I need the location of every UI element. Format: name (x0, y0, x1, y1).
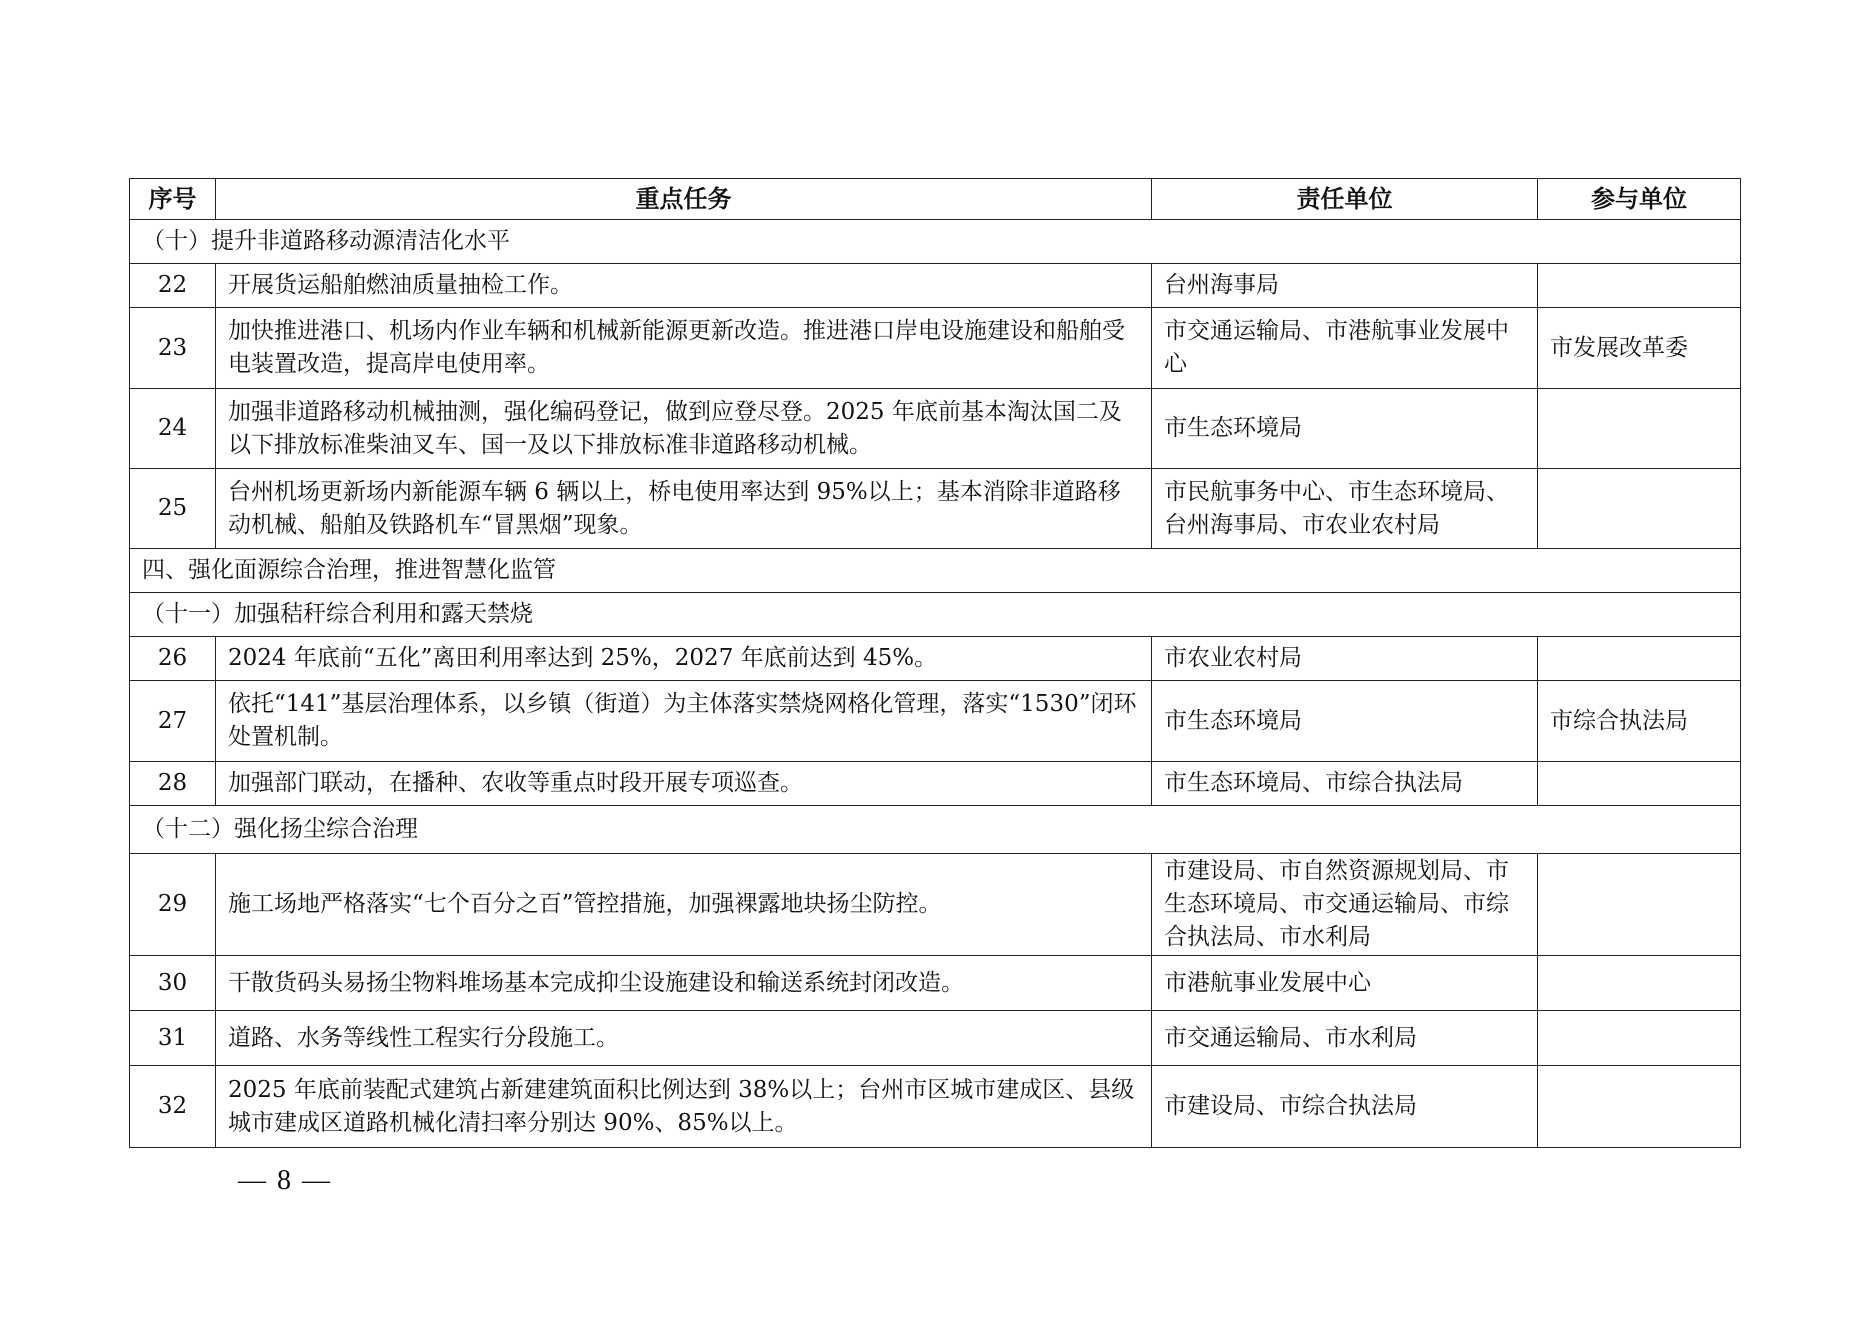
section-title: （十一）加强秸秆综合利用和露天禁烧 (130, 593, 1741, 637)
header-num: 序号 (130, 179, 216, 220)
task-cell: 加快推进港口、机场内作业车辆和机械新能源更新改造。推进港口岸电设施建设和船舶受电装置改造，提高岸电使用率。 (216, 308, 1152, 389)
section-row (130, 806, 1741, 854)
participating-unit-cell (1538, 389, 1741, 469)
table-row (130, 637, 1741, 681)
participating-unit-cell (1538, 637, 1741, 681)
row-number: 23 (130, 308, 216, 389)
task-cell: 干散货码头易扬尘物料堆场基本完成抑尘设施建设和输送系统封闭改造。 (216, 956, 1152, 1011)
table-row (130, 1011, 1741, 1066)
row-number: 31 (130, 1011, 216, 1066)
task-cell: 开展货运船舶燃油质量抽检工作。 (216, 264, 1152, 308)
table-row (130, 854, 1741, 956)
participating-unit-cell: 市发展改革委 (1538, 308, 1741, 389)
section-row (130, 549, 1741, 593)
participating-unit-cell (1538, 956, 1741, 1011)
responsible-unit-cell: 台州海事局 (1152, 264, 1538, 308)
table-row (130, 469, 1741, 549)
row-number: 30 (130, 956, 216, 1011)
header-participating: 参与单位 (1538, 179, 1741, 220)
responsible-unit-cell: 市交通运输局、市水利局 (1152, 1011, 1538, 1066)
responsible-unit-cell: 市港航事业发展中心 (1152, 956, 1538, 1011)
participating-unit-cell: 市综合执法局 (1538, 681, 1741, 762)
section-title: （十二）强化扬尘综合治理 (130, 806, 1741, 854)
participating-unit-cell (1538, 762, 1741, 806)
table-row (130, 389, 1741, 469)
task-cell: 2024 年底前“五化”离田利用率达到 25%，2027 年底前达到 45%。 (216, 637, 1152, 681)
responsible-unit-cell: 市民航事务中心、市生态环境局、台州海事局、市农业农村局 (1152, 469, 1538, 549)
header-task: 重点任务 (216, 179, 1152, 220)
row-number: 27 (130, 681, 216, 762)
responsible-unit-cell: 市建设局、市自然资源规划局、市生态环境局、市交通运输局、市综合执法局、市水利局 (1152, 854, 1538, 956)
row-number: 32 (130, 1066, 216, 1148)
header-responsible: 责任单位 (1152, 179, 1538, 220)
table-row (130, 762, 1741, 806)
participating-unit-cell (1538, 854, 1741, 956)
page-number: — 8 — (238, 1165, 332, 1196)
responsible-unit-cell: 市生态环境局 (1152, 389, 1538, 469)
row-number: 22 (130, 264, 216, 308)
task-cell: 道路、水务等线性工程实行分段施工。 (216, 1011, 1152, 1066)
section-title: 四、强化面源综合治理，推进智慧化监管 (130, 549, 1741, 593)
task-cell: 2025 年底前装配式建筑占新建建筑面积比例达到 38%以上；台州市区城市建成区、县级城市建成区道路机械化清扫率分别达 90%、85%以上。 (216, 1066, 1152, 1148)
section-row (130, 593, 1741, 637)
responsible-unit-cell: 市生态环境局、市综合执法局 (1152, 762, 1538, 806)
row-number: 24 (130, 389, 216, 469)
row-number: 26 (130, 637, 216, 681)
row-number: 29 (130, 854, 216, 956)
section-row (130, 220, 1741, 264)
task-cell: 台州机场更新场内新能源车辆 6 辆以上，桥电使用率达到 95%以上；基本消除非道路移动机械、船舶及铁路机车“冒黑烟”现象。 (216, 469, 1152, 549)
task-cell: 加强部门联动，在播种、农收等重点时段开展专项巡查。 (216, 762, 1152, 806)
table-row (130, 264, 1741, 308)
table-row (130, 681, 1741, 762)
task-cell: 加强非道路移动机械抽测，强化编码登记，做到应登尽登。2025 年底前基本淘汰国二及以下排放标准柴油叉车、国一及以下排放标准非道路移动机械。 (216, 389, 1152, 469)
row-number: 25 (130, 469, 216, 549)
participating-unit-cell (1538, 264, 1741, 308)
task-cell: 依托“141”基层治理体系，以乡镇（街道）为主体落实禁烧网格化管理，落实“1530”闭环处置机制。 (216, 681, 1152, 762)
task-cell: 施工场地严格落实“七个百分之百”管控措施，加强裸露地块扬尘防控。 (216, 854, 1152, 956)
participating-unit-cell (1538, 469, 1741, 549)
task-table (129, 178, 1741, 1148)
responsible-unit-cell: 市交通运输局、市港航事业发展中心 (1152, 308, 1538, 389)
table-row (130, 308, 1741, 389)
section-title: （十）提升非道路移动源清洁化水平 (130, 220, 1741, 264)
table-row (130, 1066, 1741, 1148)
row-number: 28 (130, 762, 216, 806)
responsible-unit-cell: 市建设局、市综合执法局 (1152, 1066, 1538, 1148)
responsible-unit-cell: 市农业农村局 (1152, 637, 1538, 681)
participating-unit-cell (1538, 1011, 1741, 1066)
table-header-row (130, 179, 1741, 220)
participating-unit-cell (1538, 1066, 1741, 1148)
table-row (130, 956, 1741, 1011)
responsible-unit-cell: 市生态环境局 (1152, 681, 1538, 762)
table-body (130, 220, 1741, 1148)
